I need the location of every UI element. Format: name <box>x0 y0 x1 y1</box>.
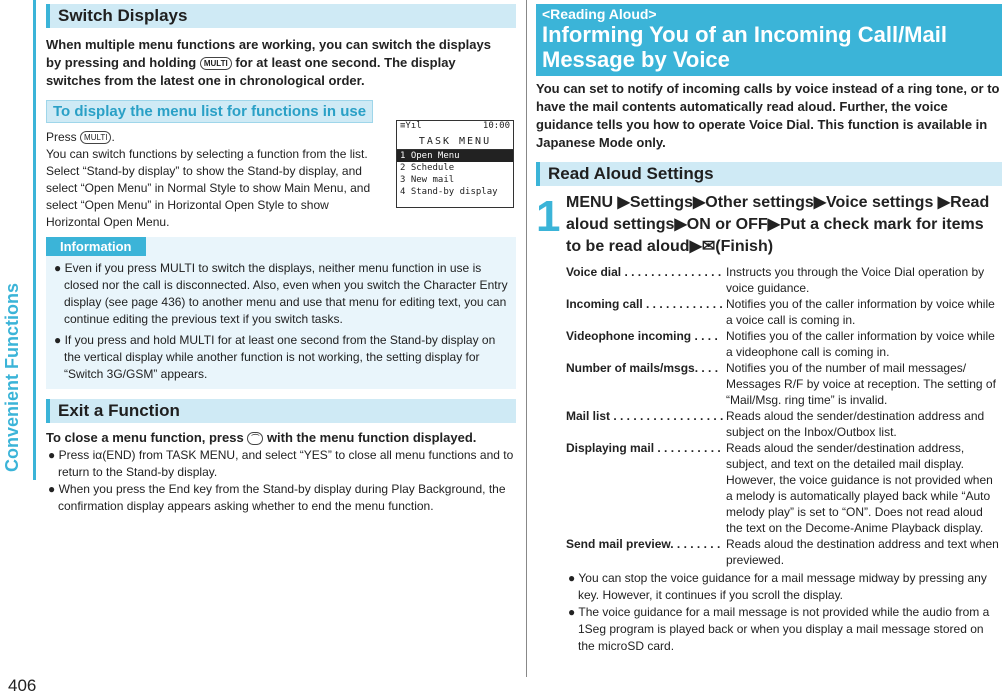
phone-menu-item: 3 New mail <box>400 175 455 185</box>
definition-row: Incoming call . . . . . . . . . . . . Notifies you of the caller information by voice while a voice call is coming in. <box>566 297 995 327</box>
definition-row: Number of mails/msgs. . . . Notifies you of the number of mail messages/ Messages R/F by voice at reception. The setting of “Mail/Msg. ring time” is invalid. <box>566 361 996 407</box>
reading-aloud-label: <Reading Aloud> <box>542 6 657 22</box>
exit-bullet: ● Press iα(END) from TASK MENU, and select “YES” to close all menu functions and to return to the Stand-by display. <box>48 448 514 479</box>
step-number: 1 <box>536 192 561 241</box>
reading-aloud-title: Informing You of an Incoming Call/Mail Message by Voice <box>542 22 947 72</box>
page-number: 406 <box>8 676 37 695</box>
phone-menu-item: 4 Stand-by display <box>400 187 498 197</box>
definition-row: Send mail preview. . . . . . . . Reads aloud the destination address and text when previewed. <box>566 537 999 567</box>
definition-row: Videophone incoming . . . . Notifies you of the caller information by voice while a videophone call is coming in. <box>566 329 995 359</box>
multi-key-icon: MULTI <box>200 57 232 70</box>
phone-menu-item: 1 Open Menu <box>397 150 513 162</box>
step-text: MENU ▶Settings▶Other settings▶Voice settings ▶Read aloud settings▶ON or OFF▶Put a check mark for items to be read aloud▶✉(Finish) <box>566 194 990 255</box>
phone-time: 10:00 <box>482 121 510 131</box>
step-1 <box>536 192 1002 258</box>
info-bullet: ● If you press and hold MULTI for at least one second from the Stand-by display on the vertical display while another function is not working, the setting display for “Switch 3G/GSM” appears. <box>54 333 496 381</box>
switch-displays-heading: Switch Displays <box>46 4 516 28</box>
note-bullet: ● You can stop the voice guidance for a mail message midway by pressing any key. However, it continues if you scroll the display. <box>568 571 987 602</box>
definition-row: Mail list . . . . . . . . . . . . . . . . . Reads aloud the sender/destination address and subject on the Inbox/Outbox list. <box>566 409 985 439</box>
exit-function-heading: Exit a Function <box>46 399 516 423</box>
menu-list-body: Press MULTI . You can switch functions by selecting a function from the list. Select “Stand-by display” to show the Stand-by display, and select “Open Menu” in Normal Style to show Main Menu, and select “Open Menu” in Horizontal Open Style to show Horizontal Open Menu. <box>46 130 371 229</box>
read-aloud-settings-heading: Read Aloud Settings <box>536 162 1002 186</box>
definition-row: Voice dial . . . . . . . . . . . . . . . Instructs you through the Voice Dial operation by voice guidance. <box>566 265 985 295</box>
note-bullet: ● The voice guidance for a mail message is not provided while the audio from a 1Seg program is played back or when you display a mail message stored on the microSD card. <box>568 605 990 653</box>
information-heading: Information <box>46 237 146 256</box>
sidebar-label <box>2 442 32 472</box>
end-key-icon: ⌒ <box>247 432 263 445</box>
phone-status-bar <box>397 121 513 134</box>
switch-displays-body: When multiple menu functions are working, you can switch the displays by pressing and holding MULTI for at least one second. The display switches from the latest one in chronological order. <box>46 37 491 88</box>
information-box <box>46 237 516 389</box>
phone-menu-item: 2 Schedule <box>400 163 455 173</box>
settings-definitions <box>536 264 1002 655</box>
definition-row: Displaying mail . . . . . . . . . . Reads aloud the sender/destination address, subject, and text on the detailed mail display. However, the voice guidance is not provided when a melody is automatically played back while “Auto melody play” is set to “ON”. Does not read aloud the text on the Decome-Anime Playback display. <box>566 441 993 535</box>
info-bullet: ● Even if you press MULTI to switch the displays, neither menu function in use is closed nor the call is disconnected. Also, even when you switch the Character Entry display (see page 436) to another menu and use that menu for editing text, you can continue editing the previous text if you switch tasks. <box>54 261 508 326</box>
reading-aloud-intro: You can set to notify of incoming calls by voice instead of a ring tone, or to have the mail contents automatically read aloud. Further, the voice guidance tells you how to operate Voice Dial. This function is available in Japanese Mode only. <box>536 81 1000 150</box>
multi-key-icon: MULTI <box>80 131 111 144</box>
task-menu-screenshot <box>396 120 514 208</box>
reading-aloud-banner <box>536 4 1002 76</box>
column-divider <box>526 0 527 677</box>
signal-icon: ≡Yıl <box>400 121 422 131</box>
sidebar <box>0 0 36 697</box>
exit-bullet: ● When you press the End key from the Stand-by display during Play Background, the confirmation display appears asking whether to end the menu function. <box>48 482 506 513</box>
left-column <box>46 4 516 515</box>
right-column <box>536 4 1002 655</box>
menu-list-heading: To display the menu list for functions in use <box>46 100 373 123</box>
exit-function-body: To close a menu function, press ⌒ with the menu function displayed. <box>46 430 477 445</box>
phone-title: TASK MENU <box>397 134 513 150</box>
